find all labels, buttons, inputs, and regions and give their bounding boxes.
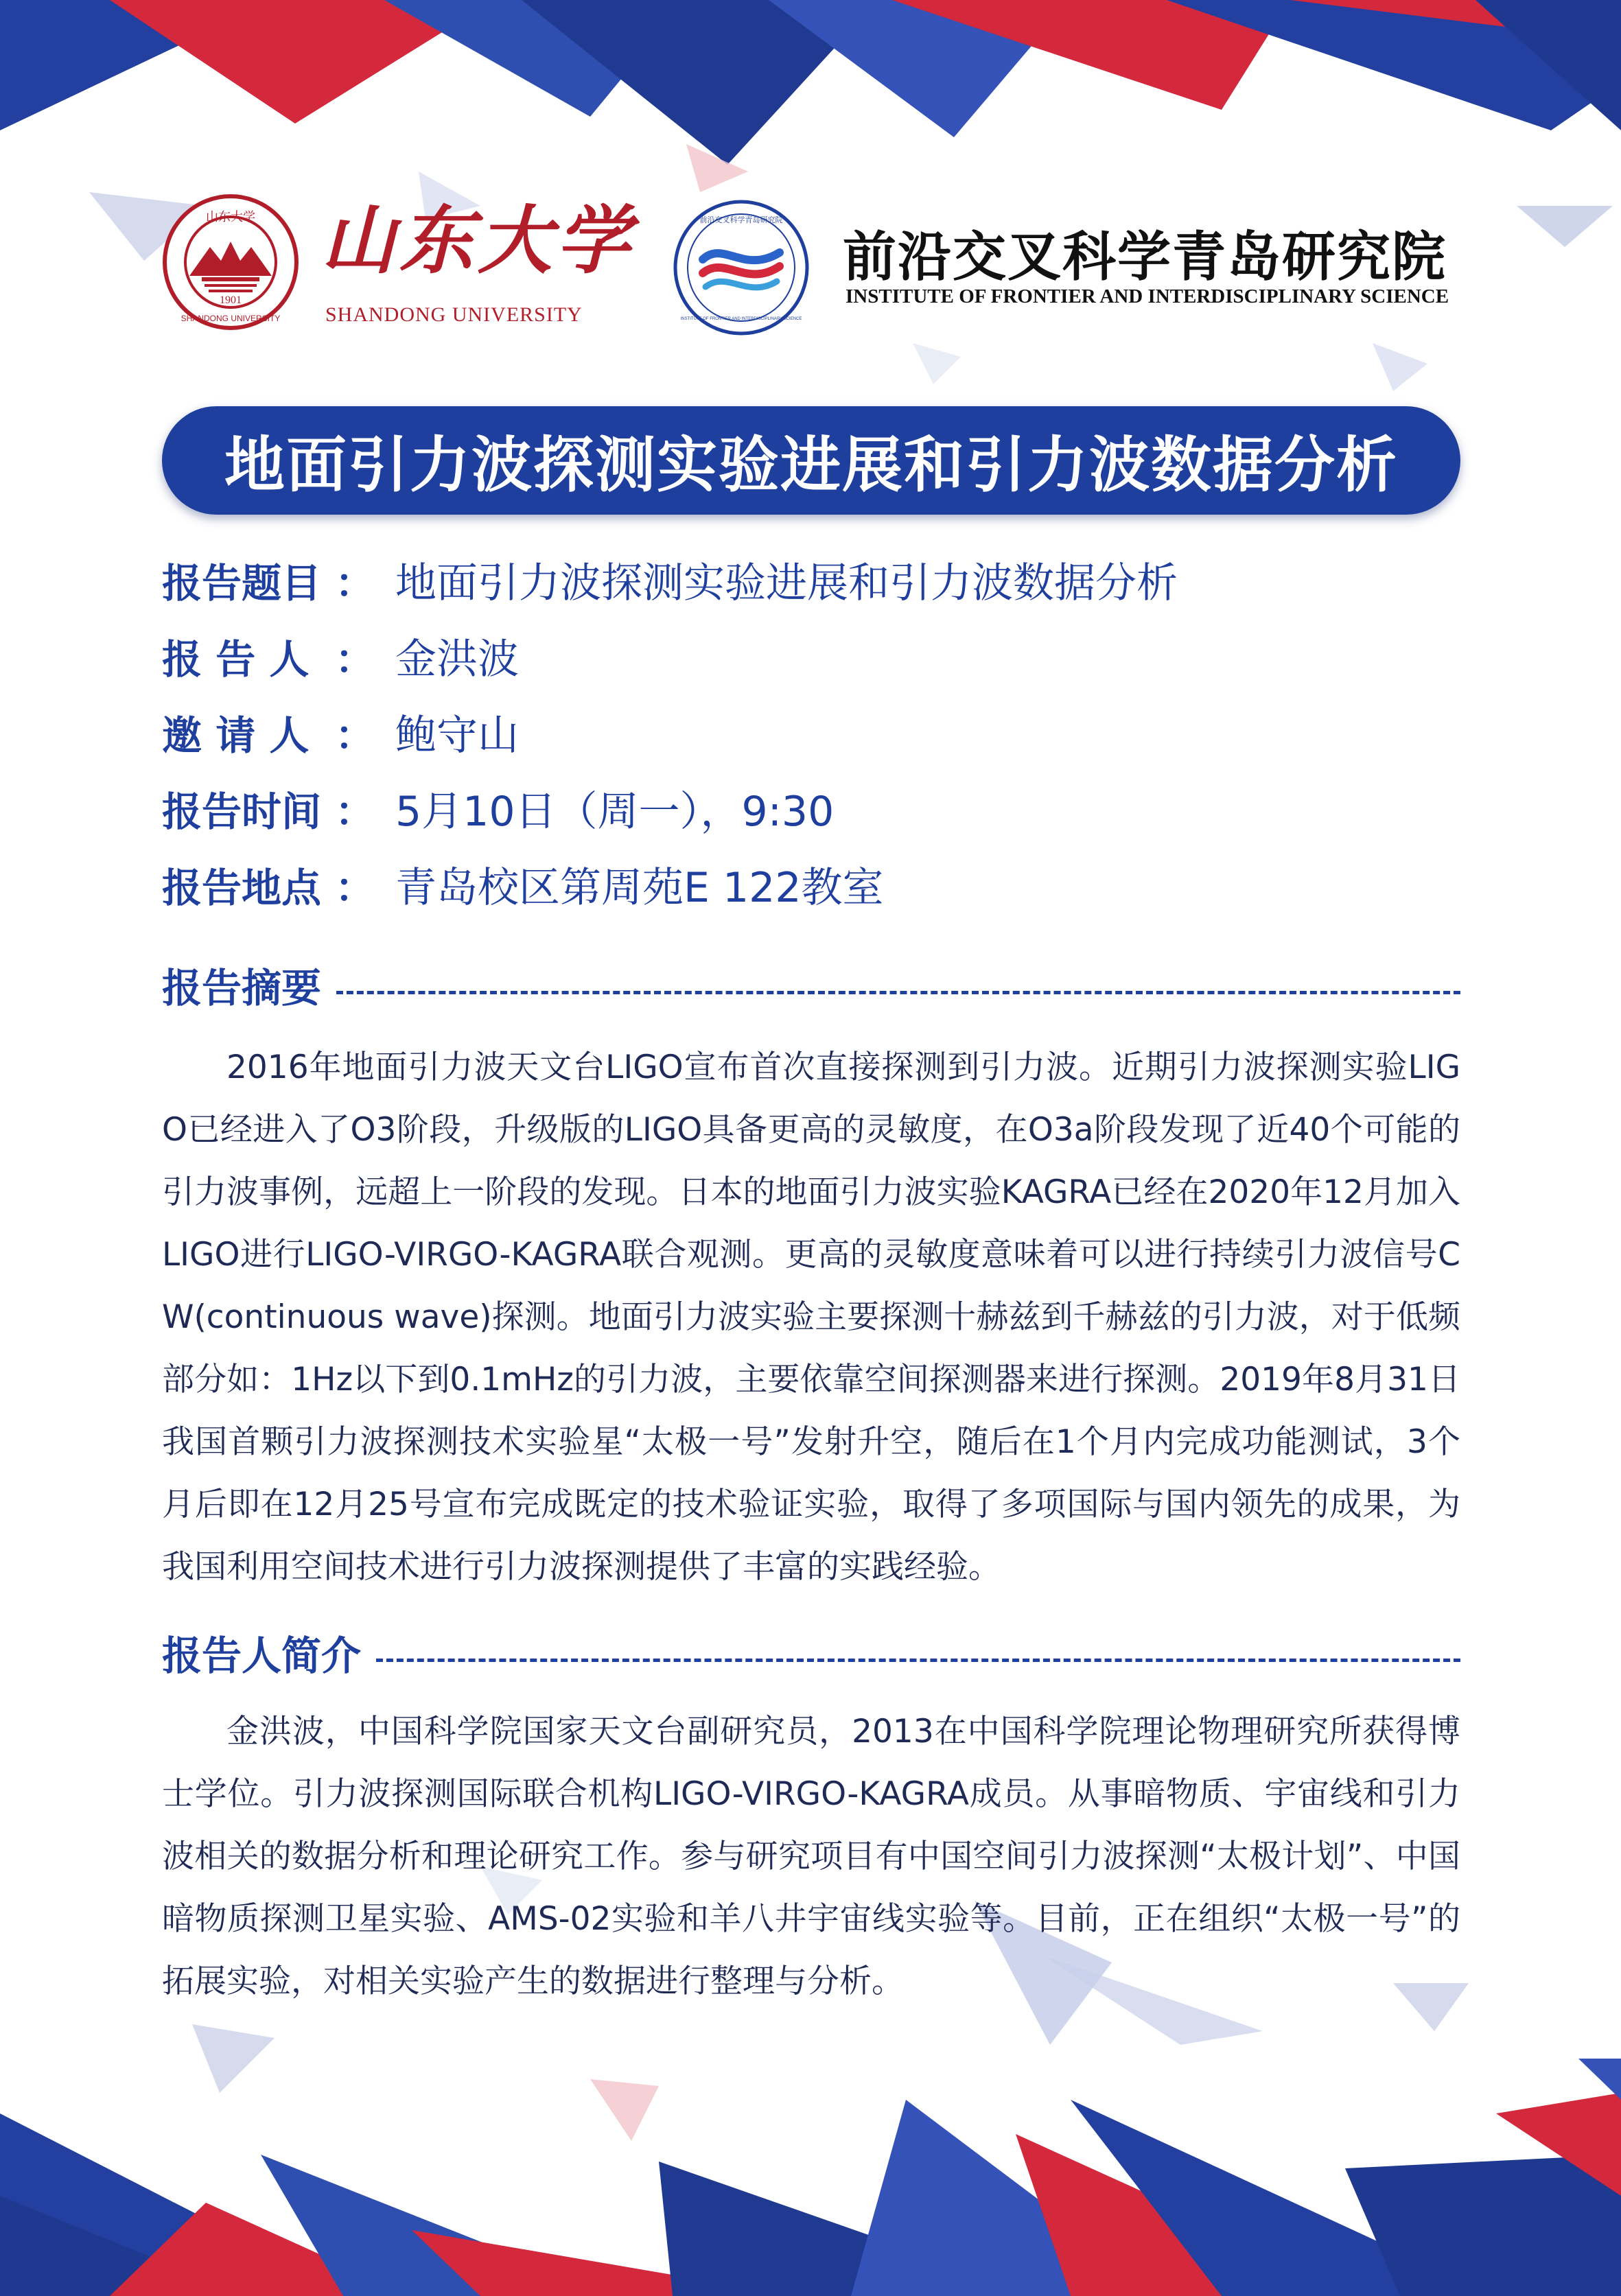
sdu-name-chinese: 山东大学 xyxy=(321,198,635,284)
info-label: 邀 请 人 xyxy=(162,712,310,759)
sdu-emblem-icon xyxy=(162,194,299,331)
title-banner xyxy=(162,406,1460,515)
institute-seal-chinese: 前沿交叉科学青岛研究院 xyxy=(699,215,783,224)
bio-heading: 报告人简介 xyxy=(162,1632,362,1679)
section-divider xyxy=(336,991,1460,994)
info-value: 5月10日（周一），9:30 xyxy=(395,788,835,836)
info-value: 金洪波 xyxy=(395,635,519,683)
info-colon: ： xyxy=(335,560,375,607)
sdu-seal-year: 1901 xyxy=(220,294,242,306)
deco-triangle xyxy=(1373,343,1427,391)
talk-info xyxy=(162,549,1466,930)
deco-triangle xyxy=(590,2079,659,2141)
info-colon: ： xyxy=(335,865,375,911)
abstract-heading: 报告摘要 xyxy=(162,965,322,1011)
info-label: 报告时间 xyxy=(162,788,322,835)
bio-text: 金洪波，中国科学院国家天文台副研究员，2013在中国科学院理论物理研究所获得博士学位。引力波探测国际联合机构LIGO-VIRGO-KAGRA成员。从事暗物质、宇宙线和引力波相关的数据分析和理论研究工作。参与研究项目有中国空间引力波探测“太极计划”、中国暗物质探测卫星实验、AMS-02实验和羊八井宇宙线实验等。目前，正在组织“太极一号”的拓展实验，对相关实验产生的数据进行整理与分析。 xyxy=(162,1713,1460,2000)
sdu-seal-english: SHANDONG UNIVERSITY xyxy=(180,314,281,323)
info-colon: ： xyxy=(335,712,375,759)
deco-triangle xyxy=(192,2024,275,2093)
institute-emblem-icon xyxy=(673,199,810,336)
info-row-location xyxy=(162,854,1466,930)
info-label: 报告题目 xyxy=(162,560,322,607)
institute-name-english: INSTITUTE OF FRONTIER AND INTERDISCIPLINARY SCIENCE xyxy=(846,285,1449,307)
institute-seal-english: INSTITUTE OF FRONTIER AND INTERDISCIPLINARY SCIENCE xyxy=(680,317,802,321)
sdu-name-english: SHANDONG UNIVERSITY xyxy=(325,303,583,326)
sdu-seal-chinese: 山东大学 xyxy=(206,210,255,224)
abstract-heading-row xyxy=(162,957,1460,1019)
info-label: 报告地点 xyxy=(162,865,322,911)
institute-name-chinese: 前沿交叉科学青岛研究院 xyxy=(843,226,1447,288)
info-colon: ： xyxy=(335,636,375,683)
info-label: 报 告 人 xyxy=(162,636,310,683)
shandong-university-logo xyxy=(162,194,635,338)
info-value: 地面引力波探测实验进展和引力波数据分析 xyxy=(395,559,1178,607)
deco-triangle xyxy=(1578,2059,1621,2100)
section-divider xyxy=(376,1659,1460,1662)
info-row-host xyxy=(162,701,1466,777)
page-title: 地面引力波探测实验进展和引力波数据分析 xyxy=(224,430,1398,500)
deco-triangle xyxy=(913,343,961,384)
info-row-time xyxy=(162,777,1466,854)
deco-triangle xyxy=(1517,206,1613,247)
info-row-speaker xyxy=(162,625,1466,701)
bio-heading-row xyxy=(162,1625,1460,1687)
info-value: 鲍守山 xyxy=(395,712,519,760)
abstract-text: 2016年地面引力波天文台LIGO宣布首次直接探测到引力波。近期引力波探测实验LIGO已经进入了O3阶段，升级版的LIGO具备更高的灵敏度，在O3a阶段发现了近40个可能的引力波事例，远超上一阶段的发现。日本的地面引力波实验KAGRA已经在2020年12月加入LIGO进行LIGO-VIRGO-KAGRA联合观测。更高的灵敏度意味着可以进行持续引力波信号CW(continuous wave)探测。地面引力波实验主要探测十赫兹到千赫兹的引力波，对于低频部分如：1Hz以下到0.1mHz的引力波，主要依靠空间探测器来进行探测。2019年8月31日我国首颗引力波探测技术实验星“太极一号”发射升空，随后在1个月内完成功能测试，3个月后即在12月25号宣布完成既定的技术验证实验，取得了多项国际与国内领先的成果，为我国利用空间技术进行引力波探测提供了丰富的实践经验。 xyxy=(162,1049,1460,1586)
info-colon: ： xyxy=(335,788,375,835)
institute-logo xyxy=(673,199,1462,336)
info-row-topic xyxy=(162,549,1466,625)
info-value: 青岛校区第周苑E 122教室 xyxy=(395,864,884,912)
